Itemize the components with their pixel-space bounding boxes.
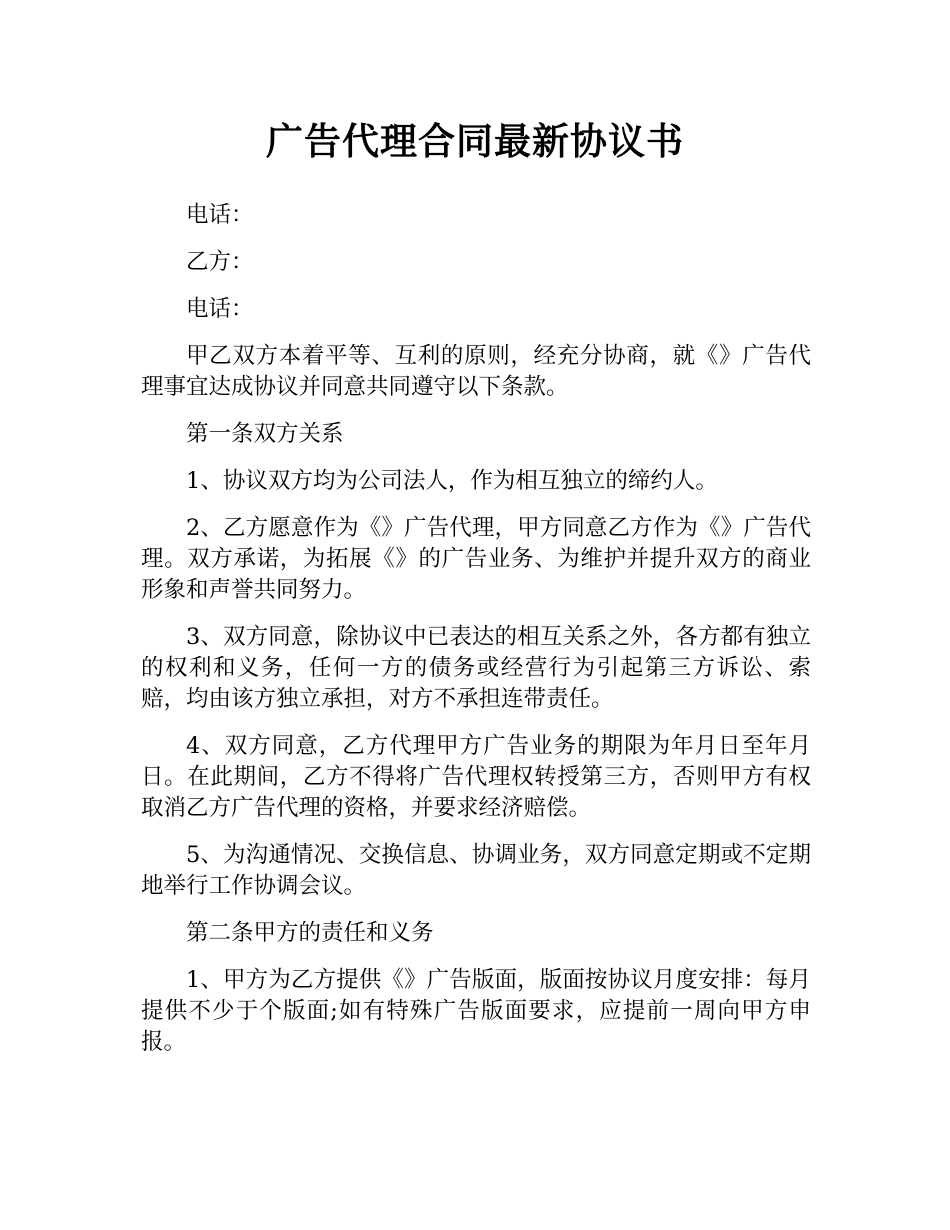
document-body bbox=[141, 200, 811, 1074]
article-1-clause-1: 1、协议双方均为公司法人，作为相互独立的缔约人。 bbox=[186, 468, 718, 494]
article-1-clause-4: 4、双方同意，乙方代理甲方广告业务的期限为年月日至年月日。在此期间，乙方不得将广告代理权转授第三方，否则甲方有权取消乙方广告代理的资格，并要求经济赔偿。 bbox=[141, 733, 811, 821]
article-2-heading: 第二条甲方的责任和义务 bbox=[186, 920, 434, 946]
article-2-clause-1: 1、甲方为乙方提供《》广告版面，版面按协议月度安排：每月提供不少于个版面;如有特殊广告版面要求，应提前一周向甲方申报。 bbox=[141, 967, 811, 1055]
party-b-line: 乙方： bbox=[186, 249, 254, 275]
article-1-clause-5: 5、为沟通情况、交换信息、协调业务，双方同意定期或不定期地举行工作协调会议。 bbox=[141, 842, 811, 899]
article-1-clause-3: 3、双方同意，除协议中已表达的相互关系之外，各方都有独立的权利和义务，任何一方的债务或经营行为引起第三方诉讼、索赔，均由该方独立承担，对方不承担连带责任。 bbox=[141, 624, 811, 712]
preamble-paragraph: 甲乙双方本着平等、互利的原则，经充分协商，就《》广告代理事宜达成协议并同意共同遵守以下条款。 bbox=[141, 343, 811, 400]
phone-line-2: 电话： bbox=[186, 296, 254, 322]
document-title: 广告代理合同最新协议书 bbox=[266, 120, 684, 163]
article-1-clause-2: 2、乙方愿意作为《》广告代理，甲方同意乙方作为《》广告代理。双方承诺，为拓展《》的广告业务、为维护并提升双方的商业形象和声誉共同努力。 bbox=[141, 515, 811, 603]
article-1-heading: 第一条双方关系 bbox=[186, 421, 344, 447]
phone-line-1: 电话： bbox=[186, 202, 254, 228]
